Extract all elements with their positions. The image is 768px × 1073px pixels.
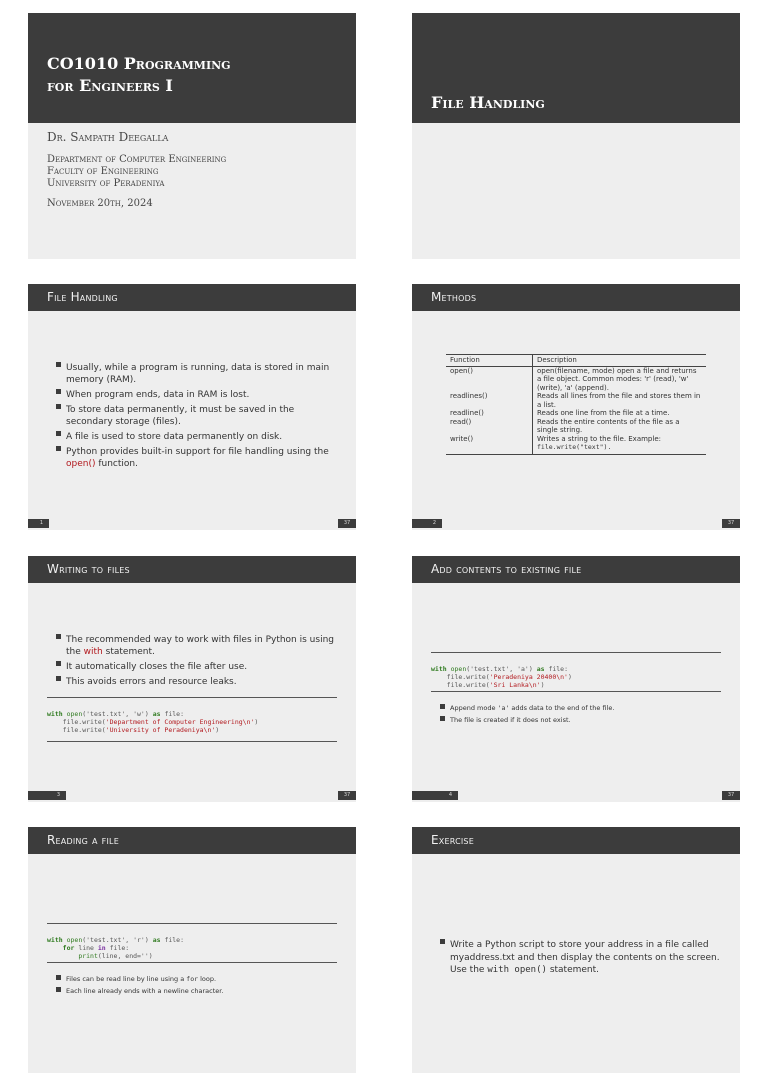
slide-reading-file [28,827,356,1073]
slide-title: Reading a file [28,827,356,854]
bullet-5: Python provides built-in support for file handling using the open() function. [56,446,331,470]
title-banner [28,13,356,123]
bullet-1: Files can be read line by line using a for loop. [56,975,336,984]
table-row: write() Writes a string to the file. Example: file.write("text"). [446,435,706,454]
bullet-1: Usually, while a program is running, data is stored in main memory (RAM). [56,362,331,386]
bullet-4: A file is used to store data permanently on disk. [56,431,331,443]
table-row: readline() Reads one line from the file at a time. [446,409,706,418]
author: Dr. Sampath Deegalla [47,130,169,144]
open-function: open() [66,459,96,469]
table-row: read() Reads the entire contents of the file as a single string. [446,418,706,435]
page-total: 37 [338,791,356,800]
course-title-line2: for Engineers I [47,76,173,95]
bullet-3: This avoids errors and resource leaks. [56,676,336,688]
affiliation-university: University of Peradeniya [47,178,165,189]
code-block: with open('test.txt', 'a') as file: file.write('Peradeniya 20400\n') file.write('Sri Lanka\n') [431,665,572,689]
bullet-1: Write a Python script to store your address in a file called myaddress.txt and then display the contents on the screen. Use the with open() statement. [440,939,720,977]
bullet-2: When program ends, data in RAM is lost. [56,389,331,401]
page-total: 37 [722,791,740,800]
write-example: file.write("text"). [537,443,612,451]
course-title-line1: CO1010 Programming [47,54,231,73]
page-total: 37 [338,519,356,528]
table-row: open() open(filename, mode) open a file and returns a file object. Common modes: 'r' (read), 'w' (write), 'a' (append). [446,367,706,393]
page-number: 4 [412,791,458,800]
col-description-header: Description [532,355,706,366]
affiliation-dept: Department of Computer Engineering [47,154,227,165]
bullet-2: It automatically closes the file after use. [56,661,336,673]
slide-title: Methods [412,284,740,311]
slide-title: Exercise [412,827,740,854]
affiliation-faculty: Faculty of Engineering [47,166,159,177]
methods-table [446,354,706,455]
bullet-2: The file is created if it does not exist. [440,716,720,725]
slide-append-file [412,556,740,802]
slide-file-handling [28,284,356,530]
page-number: 1 [28,519,49,528]
slide-title: Add contents to existing file [412,556,740,583]
code-block: with open('test.txt', 'r') as file: for line in file: print(line, end='') [47,936,185,960]
code-block: with open('test.txt', 'w') as file: file.write('Department of Computer Engineering\n') file.write('University of Peradeniya\n') [47,710,259,734]
bullet-3: To store data permanently, it must be saved in the secondary storage (files). [56,404,331,428]
slide-title-page [28,13,356,259]
date: November 20th, 2024 [47,198,153,209]
section-title: File Handling [431,93,545,112]
page-number: 3 [28,791,66,800]
slide-title: File Handling [28,284,356,311]
slide-exercise [412,827,740,1073]
slide-title: Writing to files [28,556,356,583]
table-row: readlines() Reads all lines from the file and stores them in a list. [446,392,706,409]
bullet-2: Each line already ends with a newline character. [56,987,336,996]
col-function-header: Function [450,356,480,364]
slide-methods [412,284,740,530]
bullet-1: Append mode 'a' adds data to the end of the file. [440,704,720,713]
page-number: 2 [412,519,442,528]
section-banner [412,13,740,123]
page-total: 37 [722,519,740,528]
bullet-1: The recommended way to work with files in Python is using the with statement. [56,634,336,658]
slide-section-title [412,13,740,259]
slide-writing-files [28,556,356,802]
